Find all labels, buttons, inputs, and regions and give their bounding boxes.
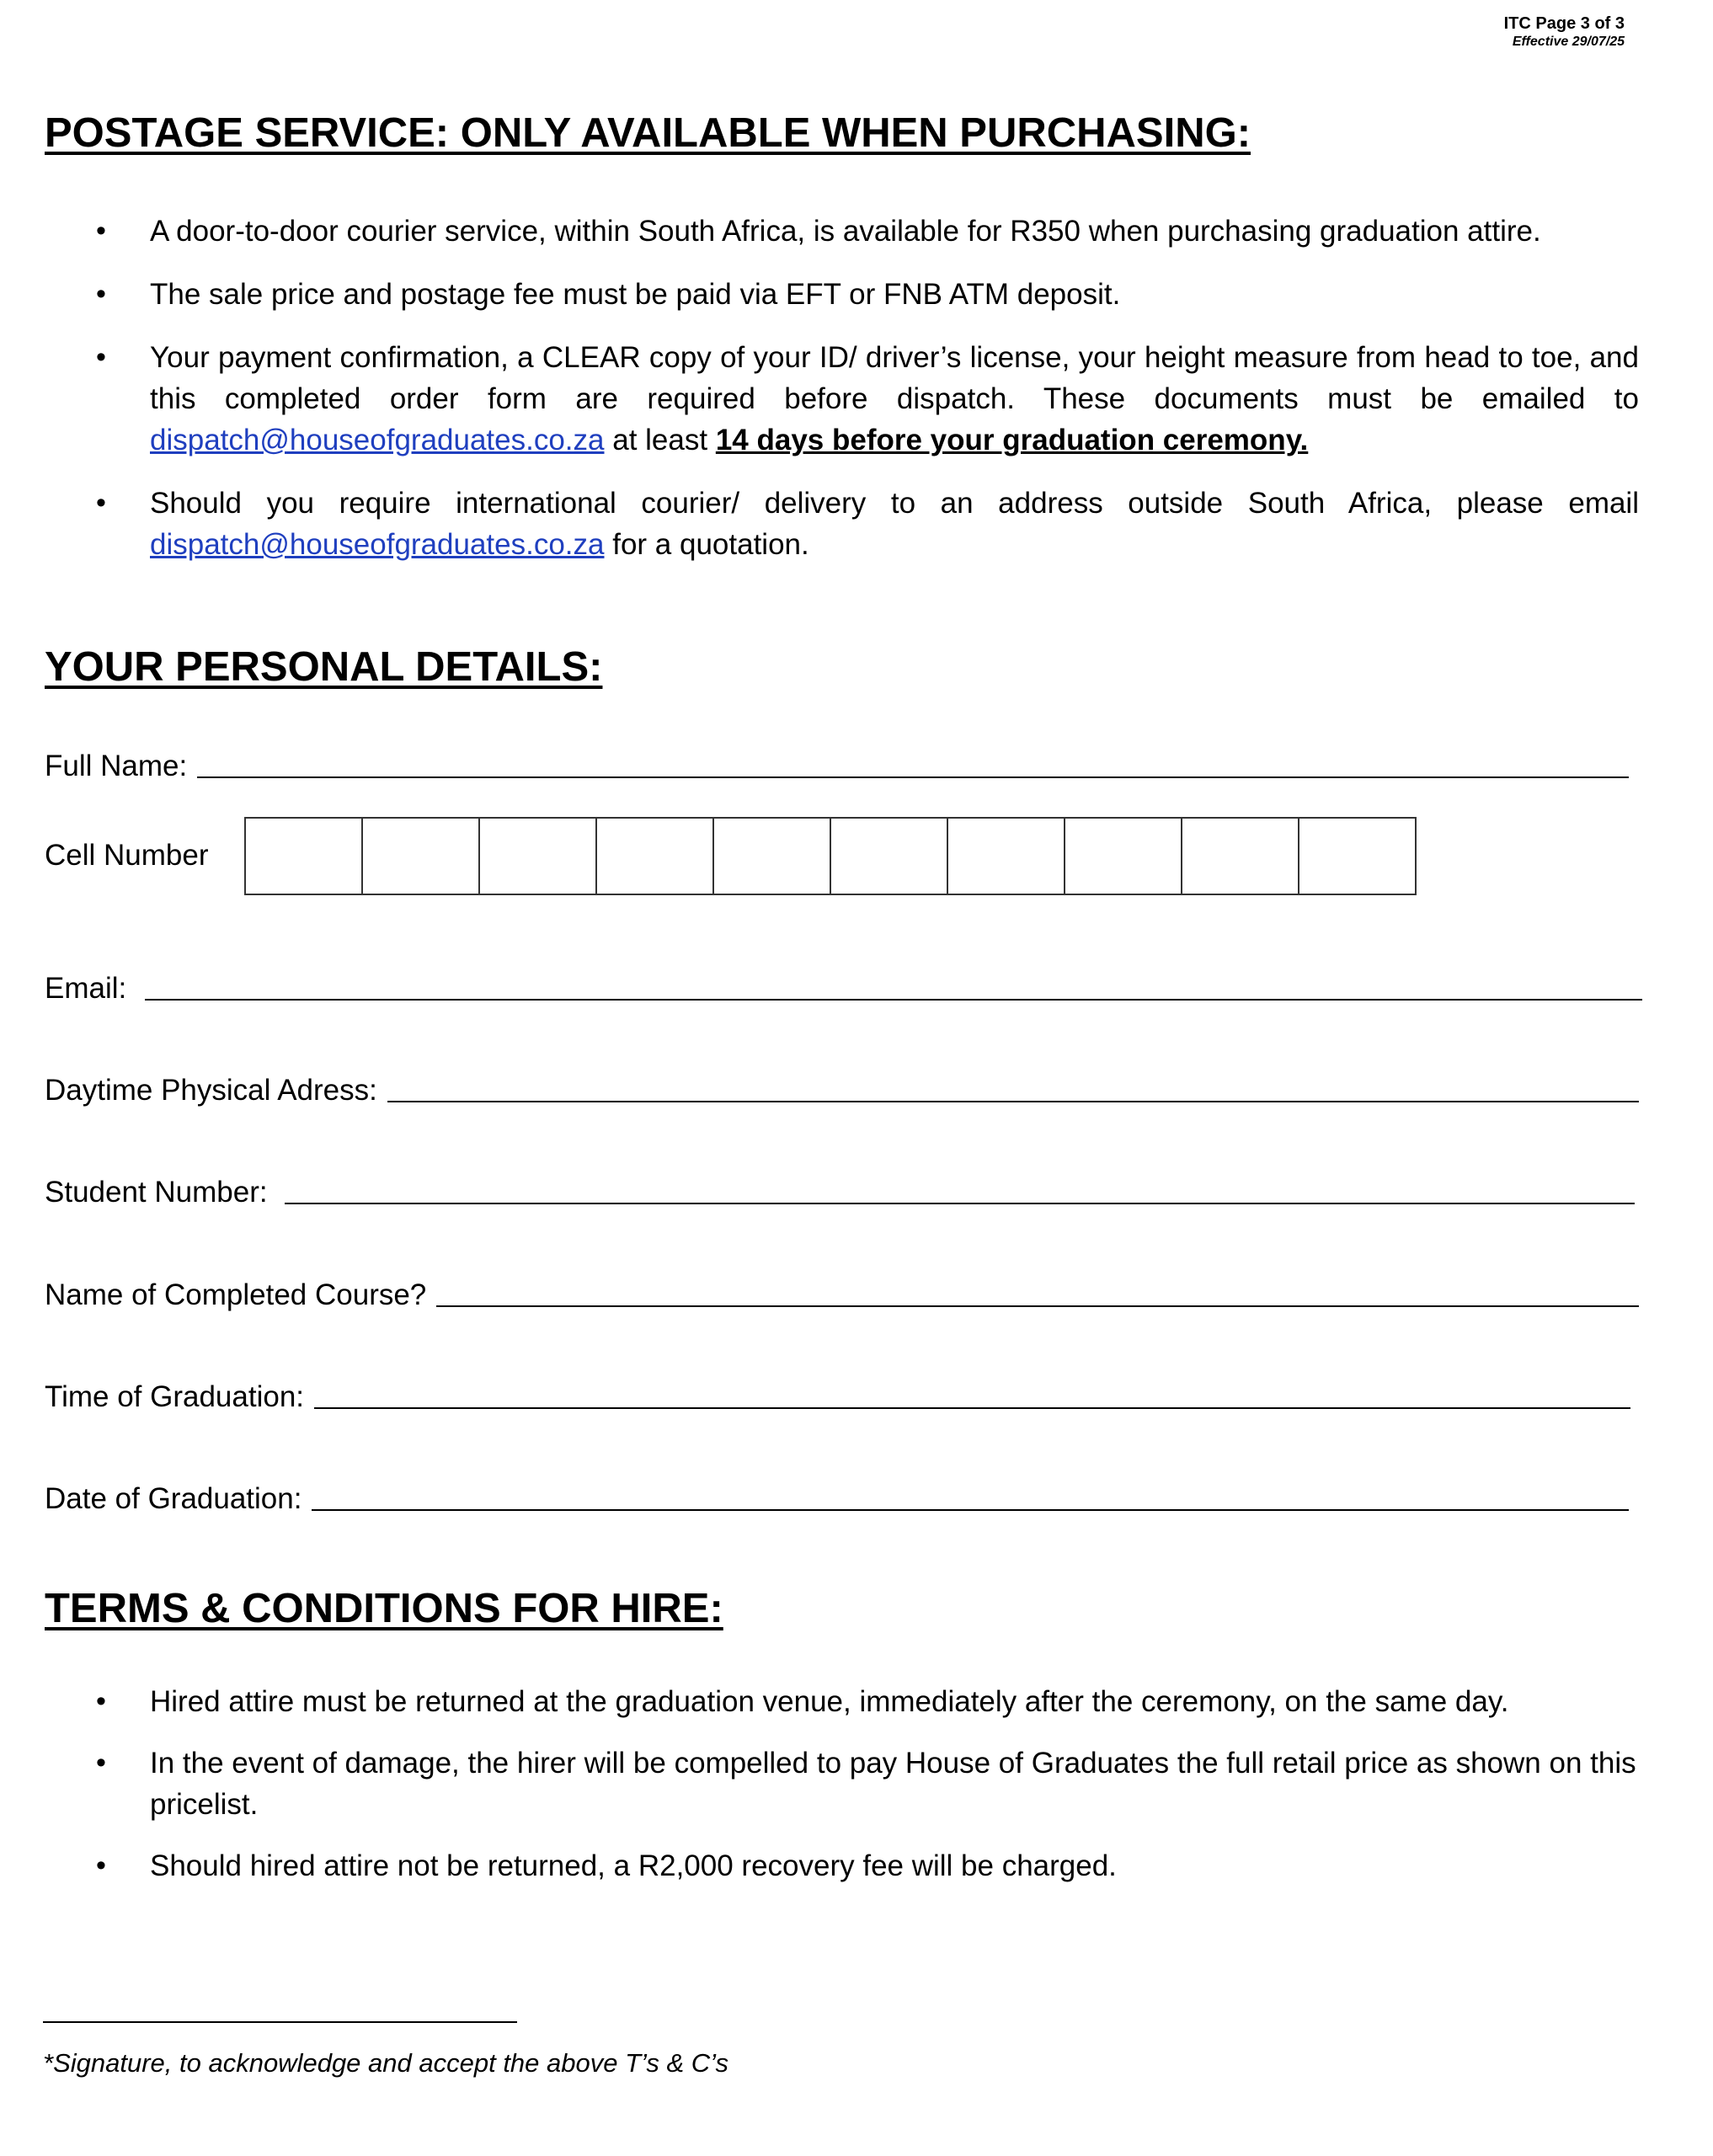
personal-heading: YOUR PERSONAL DETAILS: [45,644,603,690]
graduation-time-line[interactable] [314,1407,1630,1409]
postage-heading: POSTAGE SERVICE: ONLY AVAILABLE WHEN PURCHASING: [45,110,1251,156]
student-number-line[interactable] [285,1203,1635,1204]
address-field[interactable] [45,1064,1639,1107]
graduation-date-field[interactable] [45,1472,1629,1516]
signature-caption: *Signature, to acknowledge and accept the above T’s & C’s [43,2048,728,2078]
list-item [0,337,1713,461]
course-line[interactable] [436,1305,1639,1307]
page-header [1504,13,1625,51]
graduation-time-label: Time of Graduation: [45,1380,305,1413]
postage-bullet-2: The sale price and postage fee must be paid via EFT or FNB ATM deposit. [150,278,1121,311]
cell-number-label: Cell Number [45,839,209,872]
dispatch-email-link-2[interactable]: dispatch@houseofgraduates.co.za [150,528,605,561]
graduation-date-label: Date of Graduation: [45,1482,302,1515]
cell-digit-box[interactable] [595,817,714,895]
list-item [0,1681,1713,1722]
page-code: ITC Page 3 of 3 [1503,14,1625,33]
postage-list [0,211,1713,565]
postage-bullet-4-end: for a quotation. [612,528,809,561]
signature-line[interactable] [43,2021,517,2023]
address-label: Daytime Physical Adress: [45,1074,377,1107]
cell-digit-box[interactable] [1181,817,1299,895]
graduation-time-field[interactable] [45,1370,1630,1414]
full-name-field[interactable] [45,739,1629,783]
course-field[interactable] [45,1268,1639,1312]
list-item [0,483,1713,565]
deadline-emphasis: 14 days before your graduation ceremony. [715,424,1309,456]
student-number-field[interactable] [45,1166,1635,1209]
student-number-label: Student Number: [45,1176,268,1209]
cell-digit-box[interactable] [361,817,480,895]
terms-heading: TERMS & CONDITIONS FOR HIRE: [45,1586,723,1631]
cell-digit-box[interactable] [1298,817,1417,895]
terms-list [0,1681,1713,1886]
cell-digit-box[interactable] [712,817,831,895]
terms-bullet-2: In the event of damage, the hirer will be compelled to pay House of Graduates the full retail price as shown on this pricelist. [150,1747,1636,1821]
email-label: Email: [45,972,127,1005]
list-item [0,1845,1713,1886]
postage-bullet-3-mid: at least [612,424,708,456]
address-line[interactable] [387,1101,1639,1102]
list-item [0,274,1713,315]
postage-bullet-3: Your payment confirmation, a CLEAR copy of your ID/ driver’s license, your height measure from head to toe, and this completed order form are required before dispatch. These documents must be emailed to [150,341,1639,415]
postage-bullet-4: Should you require international courier/ delivery to an address outside South Africa, please email [150,487,1639,520]
terms-bullet-1: Hired attire must be returned at the graduation venue, immediately after the ceremony, on the same day. [150,1685,1509,1718]
cell-number-boxes [244,817,1417,895]
cell-digit-box[interactable] [947,817,1065,895]
email-field[interactable] [45,962,1642,1006]
cell-digit-box[interactable] [478,817,597,895]
list-item [0,1742,1713,1825]
effective-date: Effective 29/07/25 [1512,35,1625,49]
dispatch-email-link[interactable]: dispatch@houseofgraduates.co.za [150,424,605,456]
full-name-label: Full Name: [45,750,188,782]
terms-bullet-3: Should hired attire not be returned, a R2,000 recovery fee will be charged. [150,1849,1117,1882]
course-label: Name of Completed Course? [45,1278,427,1311]
postage-bullet-1: A door-to-door courier service, within South Africa, is available for R350 when purchasing graduation attire. [150,215,1541,248]
cell-digit-box[interactable] [1064,817,1182,895]
email-line[interactable] [145,999,1642,1001]
cell-digit-box[interactable] [244,817,363,895]
cell-digit-box[interactable] [830,817,948,895]
full-name-line[interactable] [197,776,1629,778]
graduation-date-line[interactable] [312,1509,1629,1511]
list-item [0,211,1713,252]
